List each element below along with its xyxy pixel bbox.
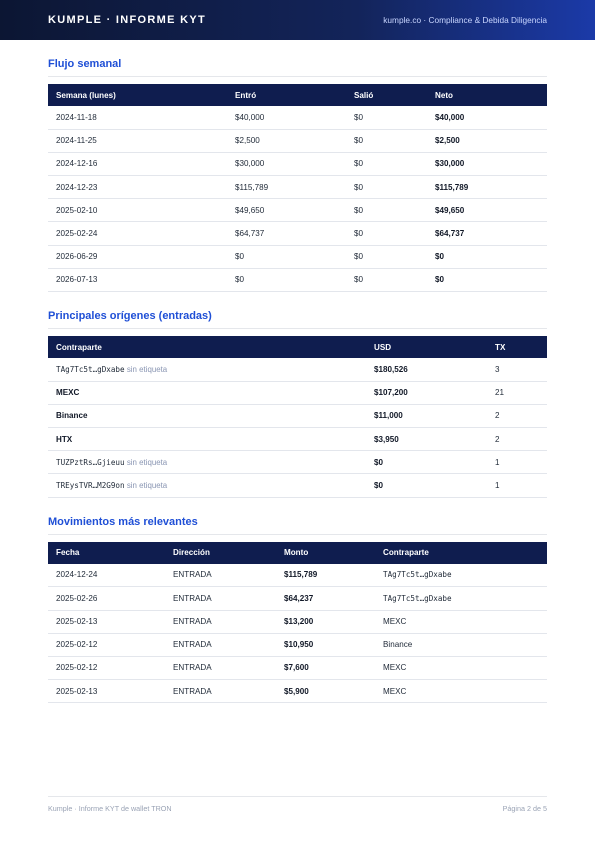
week-cell: 2024-12-16 [48,152,227,175]
week-cell: 2026-07-13 [48,268,227,291]
col-counterparty: Contraparte [383,548,429,558]
net-cell: $30,000 [427,152,547,175]
table-row [48,245,547,268]
in-cell: $30,000 [227,152,346,175]
date-cell: 2025-02-13 [48,680,165,703]
counterparty-cell [375,633,547,656]
table-header-row [48,336,547,358]
amount-cell: $7,600 [276,656,375,679]
out-cell: $0 [346,129,427,152]
counterparty-name: TREysTVR…M2G9on [56,481,125,491]
page-number: Página 2 de 5 [502,804,547,813]
in-cell: $0 [227,268,346,291]
counterparty-cell [48,474,366,497]
table-row [48,404,547,427]
usd-cell: $3,950 [366,428,487,451]
brand-title: KUMPLE · INFORME KYT [48,14,206,26]
tx-cell: 21 [487,381,547,404]
col-in: Entró [235,90,257,100]
net-cell: $49,650 [427,199,547,222]
out-cell: $0 [346,106,427,129]
out-cell: $0 [346,176,427,199]
date-cell: 2025-02-13 [48,610,165,633]
net-cell: $64,737 [427,222,547,245]
direction-cell: ENTRADA [165,587,276,610]
table-row [48,176,547,199]
label-tag: sin etiqueta [126,481,168,491]
table-row [48,129,547,152]
weekly-flow-section [0,40,595,292]
tx-cell: 1 [487,451,547,474]
counterparty-cell [375,680,547,703]
in-cell: $40,000 [227,106,346,129]
table-row [48,633,547,656]
counterparty-name: HTX [56,434,73,444]
table-header-row [48,84,547,106]
week-cell: 2024-12-23 [48,176,227,199]
label-tag: sin etiqueta [126,457,168,467]
tx-cell: 3 [487,358,547,381]
out-cell: $0 [346,152,427,175]
counterparty-cell [48,451,366,474]
table-row [48,358,547,381]
date-cell: 2024-12-24 [48,564,165,587]
col-out: Salió [354,90,374,100]
counterparty-cell [375,656,547,679]
counterparty-name: TAg7Tc5t…gDxabe [383,570,452,580]
col-counterparty: Contraparte [56,342,102,352]
col-date: Fecha [56,548,80,558]
direction-cell: ENTRADA [165,610,276,633]
counterparty-cell [375,610,547,633]
out-cell: $0 [346,245,427,268]
table-row [48,268,547,291]
amount-cell: $10,950 [276,633,375,656]
date-cell: 2025-02-12 [48,633,165,656]
net-cell: $0 [427,245,547,268]
direction-cell: ENTRADA [165,633,276,656]
counterparty-cell [375,587,547,610]
table-row [48,610,547,633]
col-amount: Monto [284,548,309,558]
header-subtitle: kumple.co · Compliance & Debida Diligencia [383,15,547,25]
weekly-flow-table [48,84,547,292]
table-header-row [48,542,547,564]
out-cell: $0 [346,222,427,245]
origins-table [48,336,547,498]
usd-cell: $0 [366,474,487,497]
net-cell: $40,000 [427,106,547,129]
date-cell: 2025-02-26 [48,587,165,610]
in-cell: $0 [227,245,346,268]
counterparty-name: TAg7Tc5t…gDxabe [56,364,125,374]
origins-title: Principales orígenes (entradas) [48,292,547,329]
direction-cell: ENTRADA [165,680,276,703]
usd-cell: $107,200 [366,381,487,404]
page-footer [48,796,547,813]
footer-left: Kumple · Informe KYT de wallet TRON [48,804,172,813]
counterparty-name: MEXC [383,663,407,673]
table-row [48,199,547,222]
tx-cell: 1 [487,474,547,497]
amount-cell: $115,789 [276,564,375,587]
counterparty-cell [48,358,366,381]
counterparty-name: MEXC [383,686,407,696]
amount-cell: $5,900 [276,680,375,703]
col-net: Neto [435,90,453,100]
table-row [48,474,547,497]
usd-cell: $11,000 [366,404,487,427]
amount-cell: $13,200 [276,610,375,633]
week-cell: 2026-06-29 [48,245,227,268]
counterparty-name: Binance [383,640,413,650]
counterparty-name: TAg7Tc5t…gDxabe [383,593,452,603]
table-row [48,152,547,175]
out-cell: $0 [346,268,427,291]
movements-title: Movimientos más relevantes [48,498,547,535]
counterparty-cell [375,564,547,587]
table-row [48,656,547,679]
in-cell: $115,789 [227,176,346,199]
origins-section [0,292,595,498]
amount-cell: $64,237 [276,587,375,610]
week-cell: 2025-02-10 [48,199,227,222]
counterparty-cell [48,381,366,404]
label-tag: sin etiqueta [126,364,168,374]
movements-table [48,542,547,704]
net-cell: $2,500 [427,129,547,152]
weekly-flow-title: Flujo semanal [48,40,547,77]
table-row [48,106,547,129]
in-cell: $49,650 [227,199,346,222]
tx-cell: 2 [487,404,547,427]
table-row [48,680,547,703]
table-row [48,381,547,404]
in-cell: $64,737 [227,222,346,245]
net-cell: $115,789 [427,176,547,199]
week-cell: 2025-02-24 [48,222,227,245]
week-cell: 2024-11-25 [48,129,227,152]
counterparty-name: TUZPztRs…Gjieuu [56,457,125,467]
net-cell: $0 [427,268,547,291]
direction-cell: ENTRADA [165,564,276,587]
counterparty-cell [48,404,366,427]
table-row [48,428,547,451]
table-row [48,222,547,245]
table-row [48,564,547,587]
counterparty-name: MEXC [56,388,80,398]
direction-cell: ENTRADA [165,656,276,679]
counterparty-name: MEXC [383,617,407,627]
report-header [0,0,595,40]
counterparty-name: Binance [56,411,88,421]
usd-cell: $0 [366,451,487,474]
tx-cell: 2 [487,428,547,451]
in-cell: $2,500 [227,129,346,152]
col-tx: TX [495,342,506,352]
counterparty-cell [48,428,366,451]
table-row [48,587,547,610]
col-week: Semana (lunes) [56,90,116,100]
table-row [48,451,547,474]
date-cell: 2025-02-12 [48,656,165,679]
out-cell: $0 [346,199,427,222]
usd-cell: $180,526 [366,358,487,381]
col-direction: Dirección [173,548,210,558]
week-cell: 2024-11-18 [48,106,227,129]
col-usd: USD [374,342,392,352]
movements-section [0,498,595,704]
